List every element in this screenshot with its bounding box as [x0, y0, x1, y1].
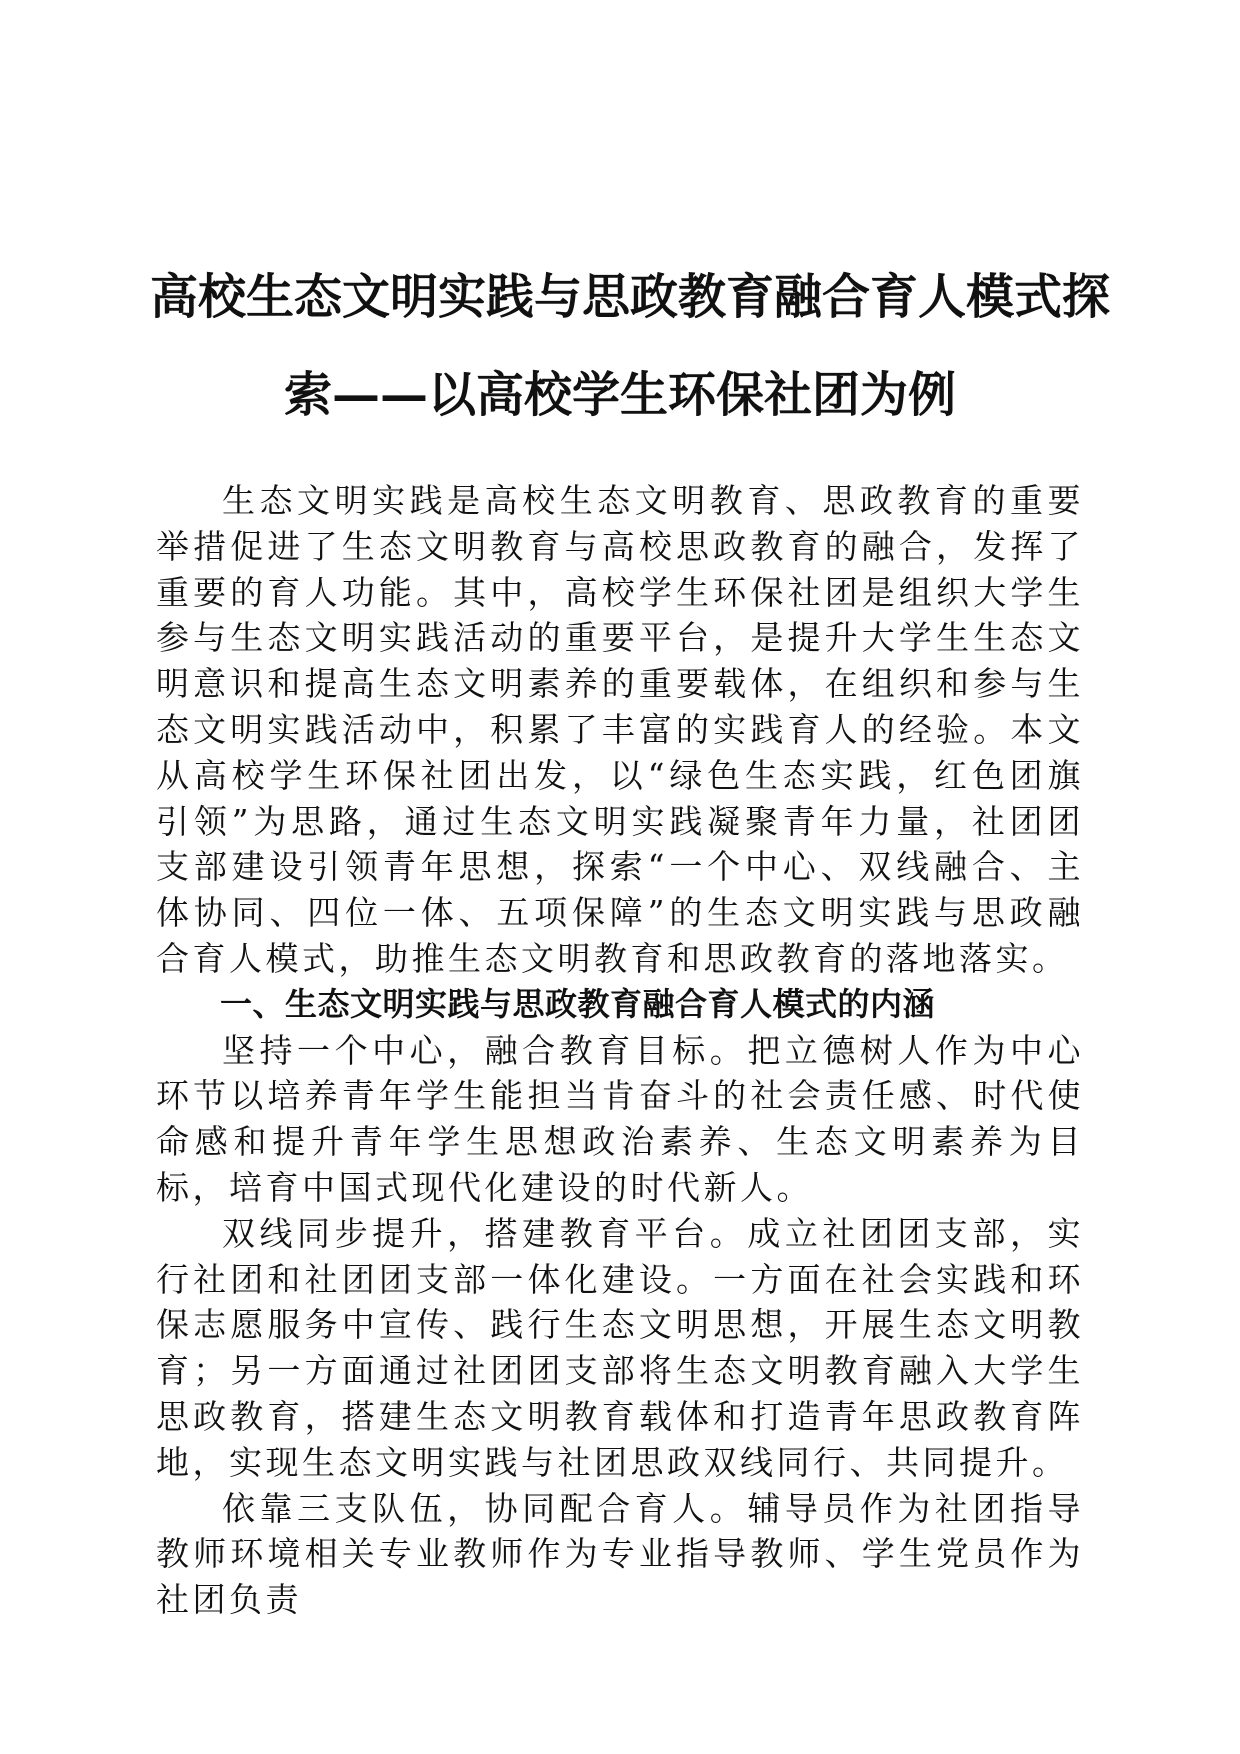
section-paragraph-3: 依靠三支队伍，协同配合育人。辅导员作为社团指导教师环境相关专业教师作为专业指导教师、学生党员作为社团负责	[156, 1488, 1084, 1620]
section-paragraph-1: 坚持一个中心，融合教育目标。把立德树人作为中心环节以培养青年学生能担当肯奋斗的社会责任感、时代使命感和提升青年学生思想政治素养、生态文明素养为目标，培育中国式现代化建设的时代新人。	[156, 1030, 1084, 1207]
intro-paragraph: 生态文明实践是高校生态文明教育、思政教育的重要举措促进了生态文明教育与高校思政教育的融合，发挥了重要的育人功能。其中，高校学生环保社团是组织大学生参与生态文明实践活动的重要平台，是提升大学生生态文明意识和提高生态文明素养的重要载体，在组织和参与生态文明实践活动中，积累了丰富的实践育人的经验。本文从高校学生环保社团出发，以“绿色生态实践，红色团旗引领”为思路，通过生态文明实践凝聚青年力量，社团团支部建设引领青年思想，探索“一个中心、双线融合、主体协同、四位一体、五项保障”的生态文明实践与思政融合育人模式，助推生态文明教育和思政教育的落地落实。	[156, 481, 1084, 978]
document-title	[150, 248, 1111, 444]
section-heading: 一、生态文明实践与思政教育融合育人模式的内涵	[220, 984, 936, 1023]
section-paragraph-2: 双线同步提升，搭建教育平台。成立社团团支部，实行社团和社团团支部一体化建设。一方面在社会实践和环保志愿服务中宣传、践行生态文明思想，开展生态文明教育；另一方面通过社团团支部将生态文明教育融入大学生思政教育，搭建生态文明教育载体和打造青年思政教育阵地，实现生态文明实践与社团思政双线同行、共同提升。	[156, 1213, 1084, 1482]
title-line-2: 索——以高校学生环保社团为例	[283, 367, 956, 423]
title-line-1: 高校生态文明实践与思政教育融合育人模式探	[150, 269, 1111, 325]
document-body	[156, 478, 1084, 1623]
